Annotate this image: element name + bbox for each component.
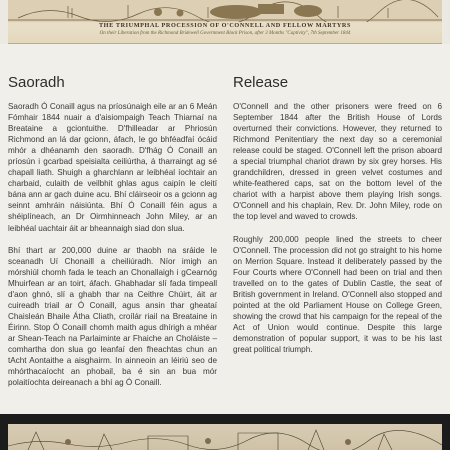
irish-text-column — [8, 101, 217, 388]
irish-heading: Saoradh — [8, 74, 65, 91]
procession-engraving-top — [8, 0, 442, 44]
crowd-illustration — [8, 424, 442, 450]
procession-illustration — [8, 0, 442, 22]
english-text-column — [233, 101, 442, 355]
english-heading: Release — [233, 74, 289, 91]
engraving-caption: THE TRIUMPHAL PROCESSION OF O'CONNELL AND FELLOW MARTYRS — [98, 22, 352, 29]
procession-engraving-bottom — [0, 414, 450, 450]
english-paragraph: Roughly 200,000 people lined the streets to cheer O'Connell. The procession did not go straight to his home on Merrion Square. Instead it deliberately passed by the Four Courts where O'Connell had been on trial and then travelled on to the gates of Dublin Castle, the seat of British government in Ireland. O'Connell also stopped and pointed at the old Parliament House on College Green, showing the crowd that his campaign for the repeal of the Act of Union would continue. Despite this large demonstration of popular support, it was to be his last great political triumph. — [233, 234, 442, 354]
irish-paragraph: Saoradh Ó Conaill agus na príosúnaigh eile ar an 6 Meán Fómhair 1844 nuair a d'aisiompaigh Teach Thiarnaí na Breataine a gciontuithe. D'fhilleadar ar Phriosún Richmond an lá dar gcionn, áfach, le go bhféadfaí ócáid mhór a dhéanamh den saoradh. D'fhág Ó Conaill an príosún i gcarbad speisialta ceiliúrtha, á tharraingt ag sé chapall liath. Shuigh a gharchlann ar leibhéal íochtair an charbaid, culaith de veilbhit ghlas agus caipín le cleití bána ann ar gach duine acu. Bhí cláirseoir os a gcionn ag seinnt amhráin náisiúnta. Bhí Ó Conaill féin agus a shéiplíneach, an Dr Oirmhinneach John Miley, ar an leibhéal uachtair áit ar bheannaigh siad don slua. — [8, 102, 217, 233]
irish-paragraph: Bhí thart ar 200,000 duine ar thaobh na sráide le sceanadh Uí Chonaill a cheiliúradh. Níor imigh an mórshiúl chomh fada le teach an Chonallaigh i gCearnóg Mhuirfean ar an toirt, áfach. Ghabhadar slí fada timpeall d'aon ghnó, slí a ghabh thar na Ceithre Chúirt, áit ar cuireadh triail ar Ó Conaill, agus ansin thar gheataí Chaisleán Bhaile Átha Cliath, croílár riail na Breataine in Éirinn. Stop Ó Conaill chomh maith agus dhírigh a mhéar ar Shean-Teach na Parlaiminte ar Fhaiche an Choláiste – comhartha don slua go leanfaí den fheachtas chun an tAcht Aontaithe a aisghairm. In ainneoin an léiriú seo de mhórthacaíocht an phobail, ba é sin an bua mór polaitíochta deireanach a bhí ag Ó Conaill. — [8, 245, 217, 388]
engraving-subcaption: On their Liberation from the Richmond Bridewell Government Black Prison, after 3 Months "Captivity", 7th September 1844 — [99, 31, 351, 36]
english-paragraph: O'Connell and the other prisoners were freed on 6 September 1844 after the British House of Lords overturned their convictions. However, they returned to Richmond Penitentiary the next day so a ceremonial release could be staged. O'Connell left the prison aboard a special triumphal chariot drawn by six grey horses. His grandchildren, dressed in green velvet costumes and white-feathered caps, sat on the bottom level of the chariot with a harpist above them playing Irish songs. O'Connell and his chaplain, Rev. Dr. John Miley, rode on the top level and waved to crowds. — [233, 102, 442, 222]
engraving-strip — [8, 424, 442, 450]
